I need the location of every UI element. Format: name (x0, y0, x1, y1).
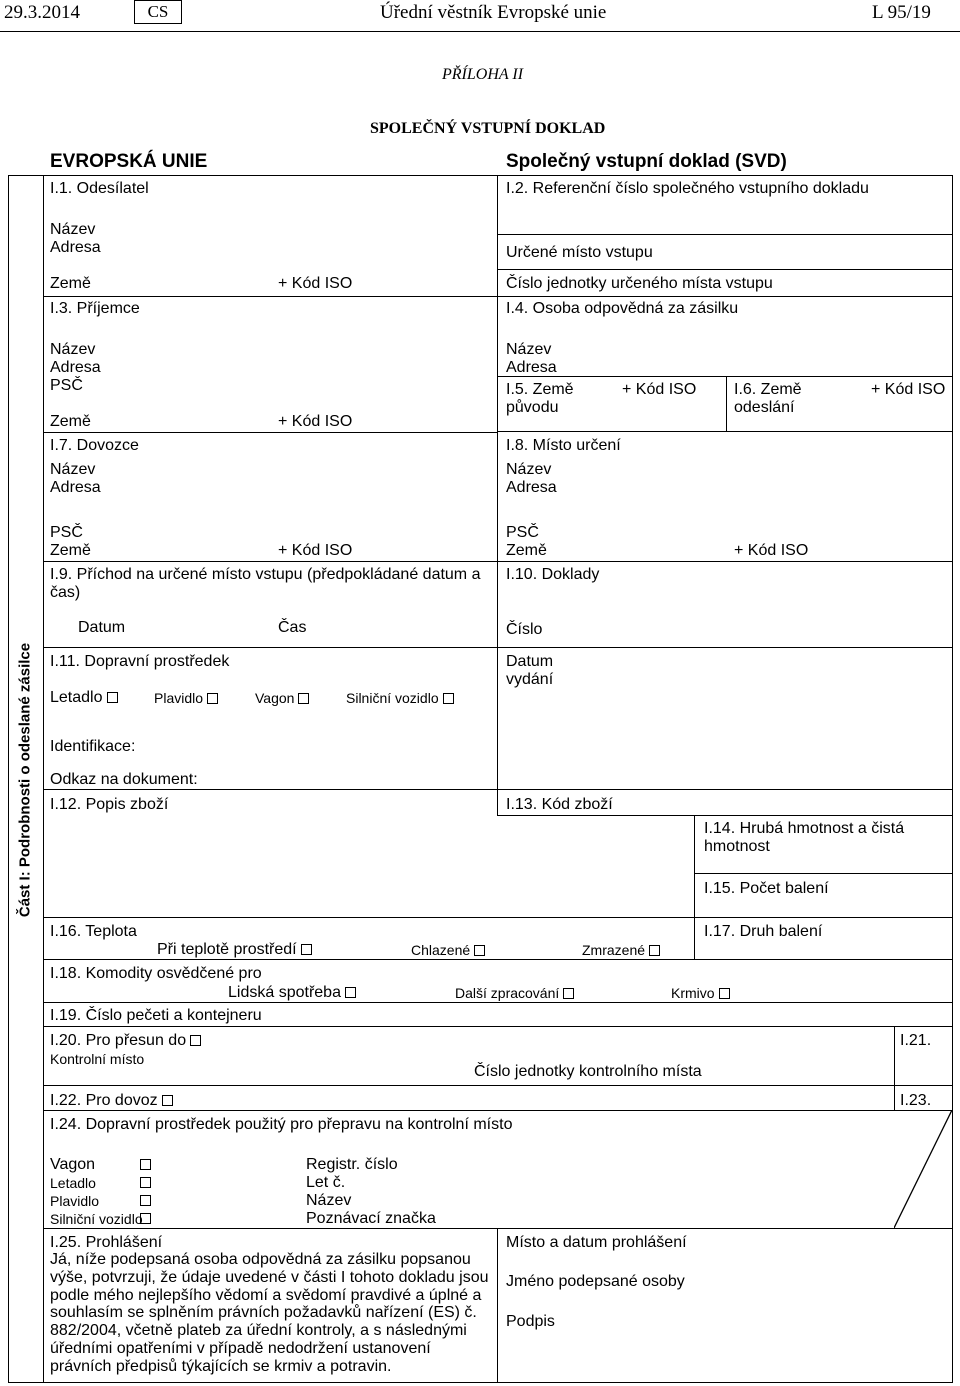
responsible-address-label: Adresa (506, 359, 557, 376)
field-label-i21: I.21. (900, 1032, 932, 1049)
option-feed-label: Krmivo (671, 985, 715, 1001)
checkbox-transport-vessel[interactable] (140, 1195, 151, 1206)
consignor-country-label: Země (50, 275, 91, 292)
responsible-name-label: Název (506, 341, 552, 358)
destination-name-label: Název (506, 461, 552, 478)
option-road-vehicle[interactable] (346, 690, 454, 706)
flight-number-label: Let č. (306, 1174, 346, 1191)
control-point-label: Kontrolní místo (50, 1051, 145, 1067)
registration-number-label: Registr. číslo (306, 1156, 398, 1173)
field-label-temperature: I.16. Teplota (50, 923, 137, 940)
checkbox-ambient[interactable] (301, 944, 312, 955)
consignee-country-label: Země (50, 413, 91, 430)
option-import[interactable] (50, 1092, 173, 1110)
identification-label: Identifikace: (50, 738, 136, 755)
field-label-goods-description: I.12. Popis zboží (50, 796, 169, 813)
field-label-transport-control: I.24. Dopravní prostředek použitý pro přepravu na kontrolní místo (50, 1116, 513, 1133)
entry-point-label: Určené místo vstupu (506, 244, 653, 261)
option-vessel[interactable] (154, 690, 218, 706)
field-label-consignor: I.1. Odesílatel (50, 180, 149, 197)
option-further-processing-label: Další zpracování (455, 985, 560, 1001)
field-label-seal-number: I.19. Číslo pečeti a kontejneru (50, 1007, 262, 1024)
checkbox-transport-wagon[interactable] (140, 1159, 151, 1170)
option-chilled[interactable] (411, 942, 485, 958)
checkbox-road-vehicle[interactable] (443, 693, 454, 704)
field-label-weight: I.14. Hrubá hmotnost a čistá hmotnost (704, 820, 905, 855)
checkbox-transfer[interactable] (190, 1035, 201, 1046)
field-label-destination: I.8. Místo určení (506, 437, 621, 454)
checkbox-transport-aircraft[interactable] (140, 1177, 151, 1188)
transport-wagon-label: Vagon (50, 1156, 96, 1173)
option-frozen[interactable] (582, 942, 660, 958)
eu-label: EVROPSKÁ UNIE (50, 151, 208, 172)
field-label-transfer: I.20. Pro přesun do (50, 1032, 187, 1049)
consignee-iso-label: + Kód ISO (278, 413, 353, 430)
document-issue-date-label: Datum vydání (506, 653, 554, 688)
vessel-name-label: Název (306, 1192, 352, 1209)
destination-address-label: Adresa (506, 479, 557, 496)
checkbox-vessel[interactable] (207, 693, 218, 704)
field-label-reference: I.2. Referenční číslo společného vstupního dokladu (506, 180, 869, 197)
option-chilled-label: Chlazené (411, 942, 471, 958)
option-transfer[interactable] (50, 1032, 201, 1050)
checkbox-transport-road[interactable] (140, 1213, 151, 1224)
consignee-name-label: Název (50, 341, 96, 358)
consignor-address-label: Adresa (50, 239, 101, 256)
option-aircraft[interactable] (50, 689, 118, 707)
header-date: 29.3.2014 (4, 2, 80, 23)
option-wagon-label: Vagon (255, 690, 295, 706)
field-label-package-type: I.17. Druh balení (704, 923, 823, 940)
checkbox-wagon[interactable] (298, 693, 309, 704)
signatory-name-label: Jméno podepsané osoby (506, 1273, 685, 1290)
checkbox-further-processing[interactable] (563, 988, 574, 999)
field-label-goods-code: I.13. Kód zboží (506, 796, 613, 813)
language-badge: CS (134, 0, 182, 24)
importer-name-label: Název (50, 461, 96, 478)
checkbox-import[interactable] (162, 1095, 173, 1106)
importer-postcode-label: PSČ (50, 524, 83, 541)
arrival-time-label: Čas (278, 619, 307, 636)
transport-aircraft-label: Letadlo (50, 1175, 96, 1191)
page-number: L 95/19 (872, 2, 931, 23)
form-name: Společný vstupní doklad (SVD) (506, 151, 787, 172)
checkbox-chilled[interactable] (474, 945, 485, 956)
field-label-transport: I.11. Dopravní prostředek (50, 653, 230, 670)
transport-vessel-label: Plavidlo (50, 1193, 100, 1209)
consignee-postcode-label: PSČ (50, 377, 83, 394)
option-ambient-label: Při teplotě prostředí (157, 941, 297, 958)
importer-country-label: Země (50, 542, 91, 559)
checkbox-feed[interactable] (719, 988, 730, 999)
field-label-arrival: I.9. Příchod na určené místo vstupu (předpokládané datum a čas) (50, 566, 481, 601)
entry-point-unit-label: Číslo jednotky určeného místa vstupu (506, 275, 773, 292)
control-point-unit-label: Číslo jednotky kontrolního místa (474, 1063, 702, 1080)
document-title: SPOLEČNÝ VSTUPNÍ DOKLAD (370, 120, 606, 137)
field-label-country-origin: I.5. Země původu (506, 381, 574, 416)
field-label-certified-for: I.18. Komodity osvědčené pro (50, 965, 262, 982)
arrival-date-label: Datum (78, 619, 126, 636)
option-aircraft-label: Letadlo (50, 689, 103, 706)
checkbox-frozen[interactable] (649, 945, 660, 956)
destination-country-label: Země (506, 542, 547, 559)
place-date-label: Místo a datum prohlášení (506, 1234, 687, 1251)
origin-iso-label: + Kód ISO (622, 381, 697, 398)
field-label-country-dispatch: I.6. Země odeslání (734, 381, 802, 416)
document-number-label: Číslo (506, 621, 543, 638)
field-label-responsible: I.4. Osoba odpovědná za zásilku (506, 300, 739, 317)
transport-road-label: Silniční vozidlo (50, 1211, 143, 1227)
licence-plate-label: Poznávací značka (306, 1210, 436, 1227)
option-wagon[interactable] (255, 690, 309, 706)
document-reference-label: Odkaz na dokument: (50, 771, 198, 788)
consignor-name-label: Název (50, 221, 96, 238)
field-label-importer: I.7. Dovozce (50, 437, 139, 454)
option-road-vehicle-label: Silniční vozidlo (346, 690, 439, 706)
signature-label: Podpis (506, 1313, 555, 1330)
destination-iso-label: + Kód ISO (734, 542, 809, 559)
part-label: Část I: Podrobnosti o odeslané zásilce (16, 642, 34, 918)
option-ambient[interactable] (157, 941, 312, 959)
header-rule (0, 31, 960, 32)
option-human-consumption-label: Lidská spotřeba (228, 984, 341, 1001)
diagonal-strike (894, 1110, 952, 1228)
checkbox-human-consumption[interactable] (345, 987, 356, 998)
option-vessel-label: Plavidlo (154, 690, 204, 706)
journal-title: Úřední věstník Evropské unie (380, 2, 607, 23)
field-label-import: I.22. Pro dovoz (50, 1092, 158, 1109)
annex-title: PŘÍLOHA II (442, 66, 524, 83)
option-human-consumption[interactable] (228, 984, 356, 1002)
option-feed[interactable] (671, 985, 730, 1001)
importer-iso-label: + Kód ISO (278, 542, 353, 559)
option-frozen-label: Zmrazené (582, 942, 646, 958)
consignor-iso-label: + Kód ISO (278, 275, 353, 292)
declaration-text: Já, níže podepsaná osoba odpovědná za zásilku popsanou výše, potvrzuji, že údaje uvedené v části I tohoto dokladu jsou podle mého nejlepšího vědomí a svědomí pravdivé a úplné a souhlasím se splněním právních požadavků nařízení (ES) č. 882/2004, včetně plateb za úřední kontroly, a s následnými úředními opatřeními v případě nedodržení ustanovení právních předpisů týkajících se krmiv a potravin. (50, 1251, 489, 1375)
field-label-packages: I.15. Počet balení (704, 880, 829, 897)
dispatch-iso-label: + Kód ISO (871, 381, 946, 398)
destination-postcode-label: PSČ (506, 524, 539, 541)
consignee-address-label: Adresa (50, 359, 101, 376)
importer-address-label: Adresa (50, 479, 101, 496)
checkbox-aircraft[interactable] (107, 692, 118, 703)
field-label-declaration: I.25. Prohlášení (50, 1234, 163, 1251)
field-label-documents: I.10. Doklady (506, 566, 600, 583)
option-further-processing[interactable] (455, 985, 574, 1001)
field-label-i23: I.23. (900, 1092, 932, 1109)
field-label-consignee: I.3. Příjemce (50, 300, 140, 317)
